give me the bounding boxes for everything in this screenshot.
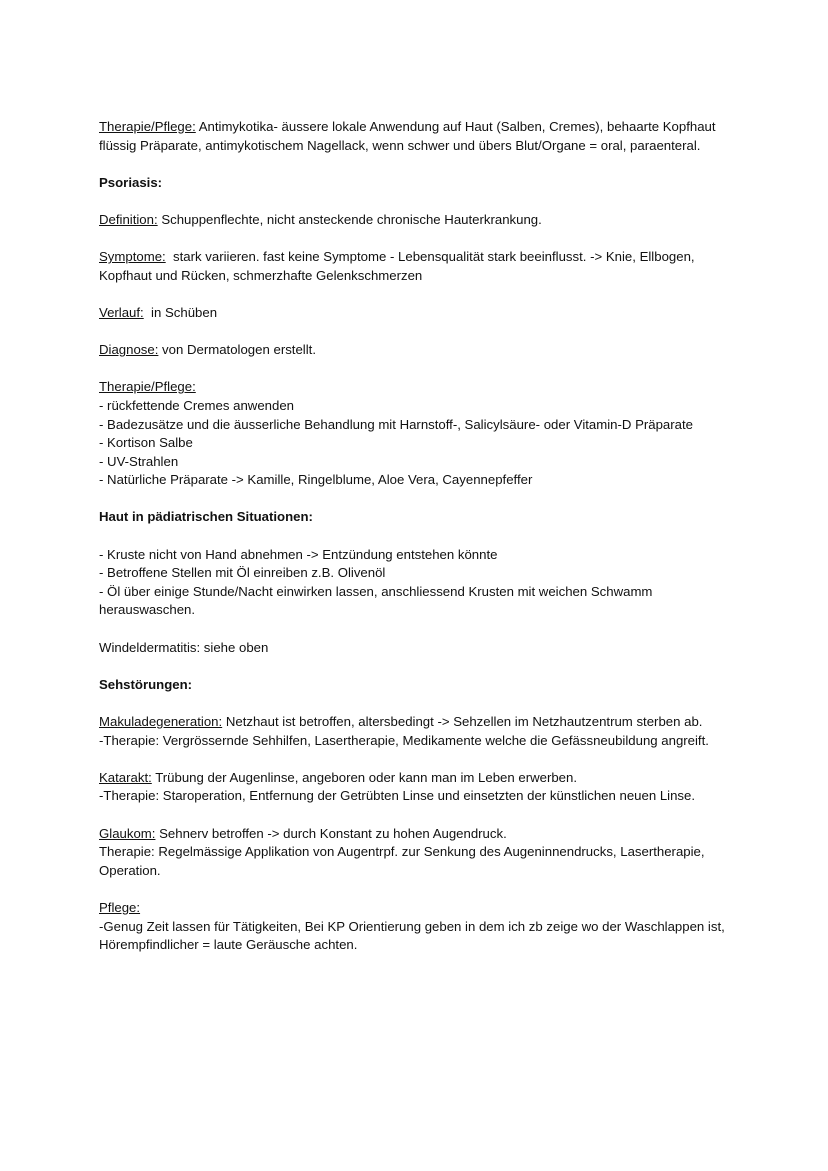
therapy-label: Therapie/Pflege: xyxy=(99,119,196,134)
psoriasis-symptome xyxy=(99,248,739,285)
verlauf-label: Verlauf: xyxy=(99,304,144,320)
katarakt-label: Katarakt: xyxy=(99,769,152,785)
makula-text: Netzhaut ist betroffen, altersbedingt -> Sehzellen im Netzhautzentrum sterben ab. xyxy=(222,714,703,729)
definition-label: Definition: xyxy=(99,211,158,227)
glaukom-label: Glaukom: xyxy=(99,825,156,841)
therapie-label: Therapie/Pflege: xyxy=(99,379,196,395)
symptome-text: stark variieren. fast keine Symptome - Lebensqualität stark beeinflusst. -> Knie, Ellbogen, Kopfhaut und Rücken, schmerzhafte Gelenkschmerzen xyxy=(99,249,699,283)
list-item: - Öl über einige Stunde/Nacht einwirken lassen, anschliessend Krusten mit weichen Schwamm herauswaschen. xyxy=(99,583,653,618)
pflege-paragraph xyxy=(99,899,739,955)
symptome-label: Symptome: xyxy=(99,249,166,265)
list-item: - Natürliche Präparate -> Kamille, Ringelblume, Aloe Vera, Cayennepfeffer xyxy=(99,472,533,488)
paediatric-list xyxy=(99,546,739,620)
makula-label: Makuladegeneration: xyxy=(99,714,223,729)
katarakt-paragraph xyxy=(99,769,739,806)
windeldermatitis-note: Windeldermatitis: siehe oben xyxy=(99,639,269,655)
glaukom-text: Sehnerv betroffen -> durch Konstant zu hohen Augendruck. xyxy=(155,825,507,841)
makula-therapie: -Therapie: Vergrössernde Sehhilfen, Lasertherapie, Medikamente welche die Gefässneubildung angreift. xyxy=(99,732,709,748)
definition-text: Schuppenflechte, nicht ansteckende chronische Hauterkrankung. xyxy=(157,211,542,227)
diagnose-text: von Dermatologen erstellt. xyxy=(158,342,316,358)
psoriasis-heading: Psoriasis: xyxy=(99,174,163,190)
psoriasis-verlauf xyxy=(99,304,739,323)
psoriasis-therapie xyxy=(99,378,739,490)
therapy-text: Antimykotika- äussere lokale Anwendung auf Haut (Salben, Cremes), behaarte Kopfhaut flüssig Präparate, antimykotischem Nagellack, wenn schwer und übers Blut/Organe = oral, paraenteral. xyxy=(99,119,716,153)
list-item: - Kortison Salbe xyxy=(99,435,193,451)
pflege-text: -Genug Zeit lassen für Tätigkeiten, Bei KP Orientierung geben in dem ich zb zeige wo der Waschlappen ist, Hörempfindlicher = laute Geräusche achten. xyxy=(99,918,733,953)
paediatric-heading: Haut in pädiatrischen Situationen: xyxy=(99,509,313,525)
diagnose-label: Diagnose: xyxy=(99,342,159,358)
psoriasis-definition xyxy=(99,211,739,230)
makula-paragraph xyxy=(99,713,739,750)
katarakt-text: Trübung der Augenlinse, angeboren oder kann man im Leben erwerben. xyxy=(151,769,577,785)
psoriasis-diagnose xyxy=(99,341,739,360)
verlauf-text: in Schüben xyxy=(143,304,218,320)
list-item: - Kruste nicht von Hand abnehmen -> Entzündung entstehen könnte xyxy=(99,546,498,562)
list-item: - Betroffene Stellen mit Öl einreiben z.B. Olivenöl xyxy=(99,565,386,581)
katarakt-therapie: -Therapie: Staroperation, Entfernung der Getrübten Linse und einsetzten der künstlichen neuen Linse. xyxy=(99,788,696,804)
glaukom-paragraph xyxy=(99,825,739,881)
therapy-paragraph xyxy=(99,118,739,155)
glaukom-therapie: Therapie: Regelmässige Applikation von Augentrpf. zur Senkung des Augeninnendrucks, Lasertherapie, Operation. xyxy=(99,844,705,878)
list-item: - UV-Strahlen xyxy=(99,453,179,469)
document-body xyxy=(99,118,739,973)
pflege-label: Pflege: xyxy=(99,899,141,915)
list-item: - Badezusätze und die äusserliche Behandlung mit Harnstoff-, Salicylsäure- oder Vitamin-D Präparate xyxy=(99,416,693,432)
list-item: - rückfettende Cremes anwenden xyxy=(99,397,294,413)
sehstoerungen-heading: Sehstörungen: xyxy=(99,676,193,692)
